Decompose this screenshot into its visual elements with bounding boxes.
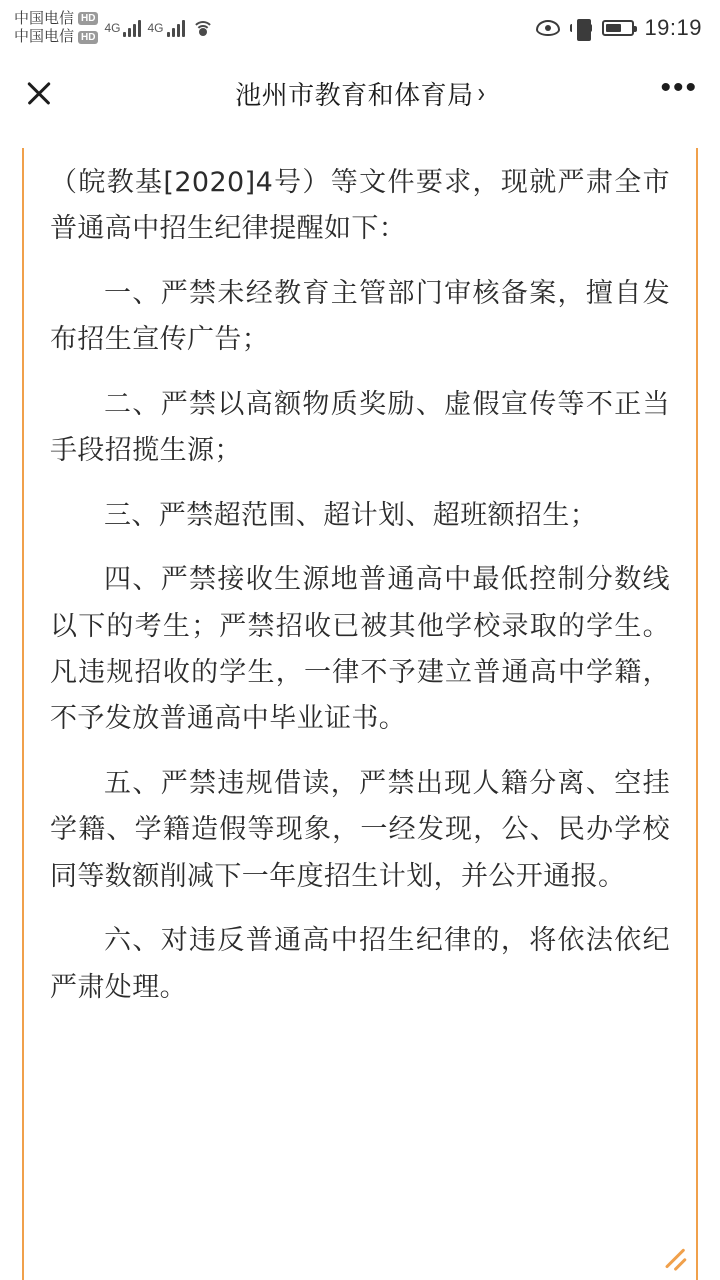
signal-bars-icon-1: [123, 19, 141, 37]
article-content: [0, 130, 720, 1280]
signal-group-2: [147, 19, 184, 37]
signal-bars-icon-2: [167, 19, 185, 37]
eye-icon: [536, 20, 560, 36]
more-icon[interactable]: •••: [660, 71, 698, 104]
battery-icon: [602, 20, 634, 36]
nav-bar: [0, 56, 720, 130]
carrier-name-2: 中国电信: [14, 28, 75, 45]
article-paragraph: 五、严禁违规借读，严禁出现人籍分离、空挂学籍、学籍造假等现象，一经发现，公、民办学校同等数额削减下一年度招生计划，并公开通报。: [50, 767, 670, 892]
status-bar-right: [536, 15, 702, 41]
hd-badge-2: HD: [78, 31, 98, 44]
status-bar-clock: 19:19: [644, 15, 702, 40]
status-bar-left: [14, 11, 213, 46]
nav-title-group: [0, 71, 720, 112]
status-bar: [0, 0, 720, 56]
carrier-info: [14, 11, 98, 46]
network-type-2: 4G: [147, 21, 164, 35]
article-card: [22, 148, 698, 1280]
chevron-right-icon[interactable]: ›: [477, 76, 485, 108]
vibrate-icon: [570, 18, 592, 38]
page-title: 池州市教育和体育局: [235, 79, 474, 110]
article-paragraph: 四、严禁接收生源地普通高中最低控制分数线以下的考生；严禁招收已被其他学校录取的学生。凡违规招收的学生，一律不予建立普通高中学籍，不予发放普通高中毕业证书。: [50, 564, 670, 735]
article-paragraph: （皖教基[2020]4号）等文件要求，现就严肃全市普通高中招生纪律提醒如下：: [50, 167, 670, 245]
close-icon[interactable]: [22, 76, 56, 110]
wifi-icon: [193, 20, 213, 36]
article-paragraph: 六、对违反普通高中招生纪律的，将依法依纪严肃处理。: [50, 925, 670, 1003]
carrier-name-1: 中国电信: [14, 9, 75, 27]
carrier-row-2: [14, 29, 98, 46]
article-paragraph: 二、严禁以高额物质奖励、虚假宣传等不正当手段招揽生源；: [50, 388, 670, 467]
resize-handle-icon[interactable]: [656, 1236, 690, 1270]
network-type-1: 4G: [104, 21, 121, 35]
hd-badge-1: HD: [78, 12, 98, 25]
carrier-row-1: [14, 11, 98, 28]
signal-group-1: [104, 19, 141, 37]
article-paragraph: 三、严禁超范围、超计划、超班额招生；: [104, 499, 598, 531]
article-paragraph: 一、严禁未经教育主管部门审核备案，擅自发布招生宣传广告；: [50, 277, 670, 356]
